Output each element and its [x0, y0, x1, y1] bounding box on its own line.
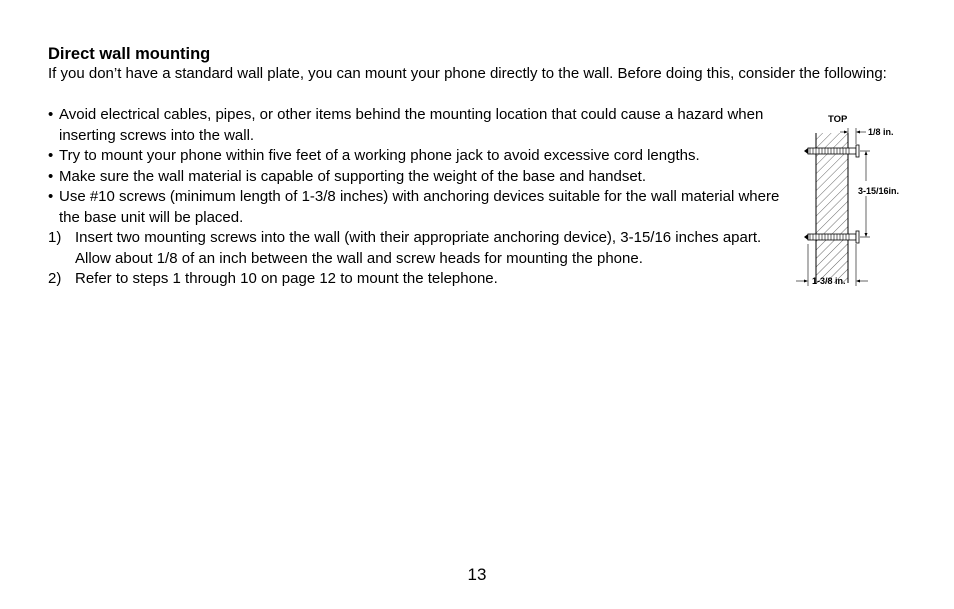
- bullet-marker: •: [48, 167, 54, 185]
- wall-mount-diagram: [788, 108, 918, 293]
- gap-label: 1/8 in.: [868, 127, 894, 137]
- length-label: 1-3/8 in.: [812, 276, 846, 286]
- intro-paragraph: If you don’t have a standard wall plate, you can mount your phone directly to the wall. Before doing this, consider the following:: [48, 65, 887, 82]
- bullet-text: Avoid electrical cables, pipes, or other items behind the mounting location that could cause a hazard when inserting screws into the wall.: [59, 106, 764, 144]
- bullet-marker: •: [48, 147, 54, 164]
- bullet-item: [48, 187, 788, 228]
- bullet-marker: •: [48, 188, 54, 205]
- top-label: TOP: [828, 114, 848, 125]
- instruction-list: [48, 105, 788, 290]
- step-item: [48, 228, 788, 269]
- spacing-label: 3-15/16in.: [858, 186, 900, 196]
- step-item: [48, 269, 788, 290]
- bullet-item: [48, 167, 788, 188]
- step-number: 2): [48, 270, 62, 287]
- step-number: 1): [48, 229, 62, 246]
- step-text: Refer to steps 1 through 10 on page 12 to mount the telephone.: [75, 270, 498, 287]
- bullet-text: Use #10 screws (minimum length of 1-3/8 inches) with anchoring devices suitable for the wall material where the base unit will be placed.: [59, 188, 780, 226]
- wall-section: [816, 133, 848, 283]
- bullet-item: [48, 105, 788, 146]
- section-heading: Direct wall mounting: [48, 45, 211, 63]
- bullet-text: Make sure the wall material is capable of supporting the weight of the base and handset.: [59, 167, 647, 185]
- page-number: 13: [467, 565, 487, 584]
- step-text: Insert two mounting screws into the wall (with their appropriate anchoring device), 3-15/16 inches apart. Allow about 1/8 of an inch between the wall and screw heads for mounting the phone.: [75, 229, 762, 267]
- bullet-marker: •: [48, 106, 54, 123]
- bullet-item: [48, 146, 788, 167]
- bullet-text: Try to mount your phone within five feet of a working phone jack to avoid excessive cord lengths.: [59, 147, 700, 164]
